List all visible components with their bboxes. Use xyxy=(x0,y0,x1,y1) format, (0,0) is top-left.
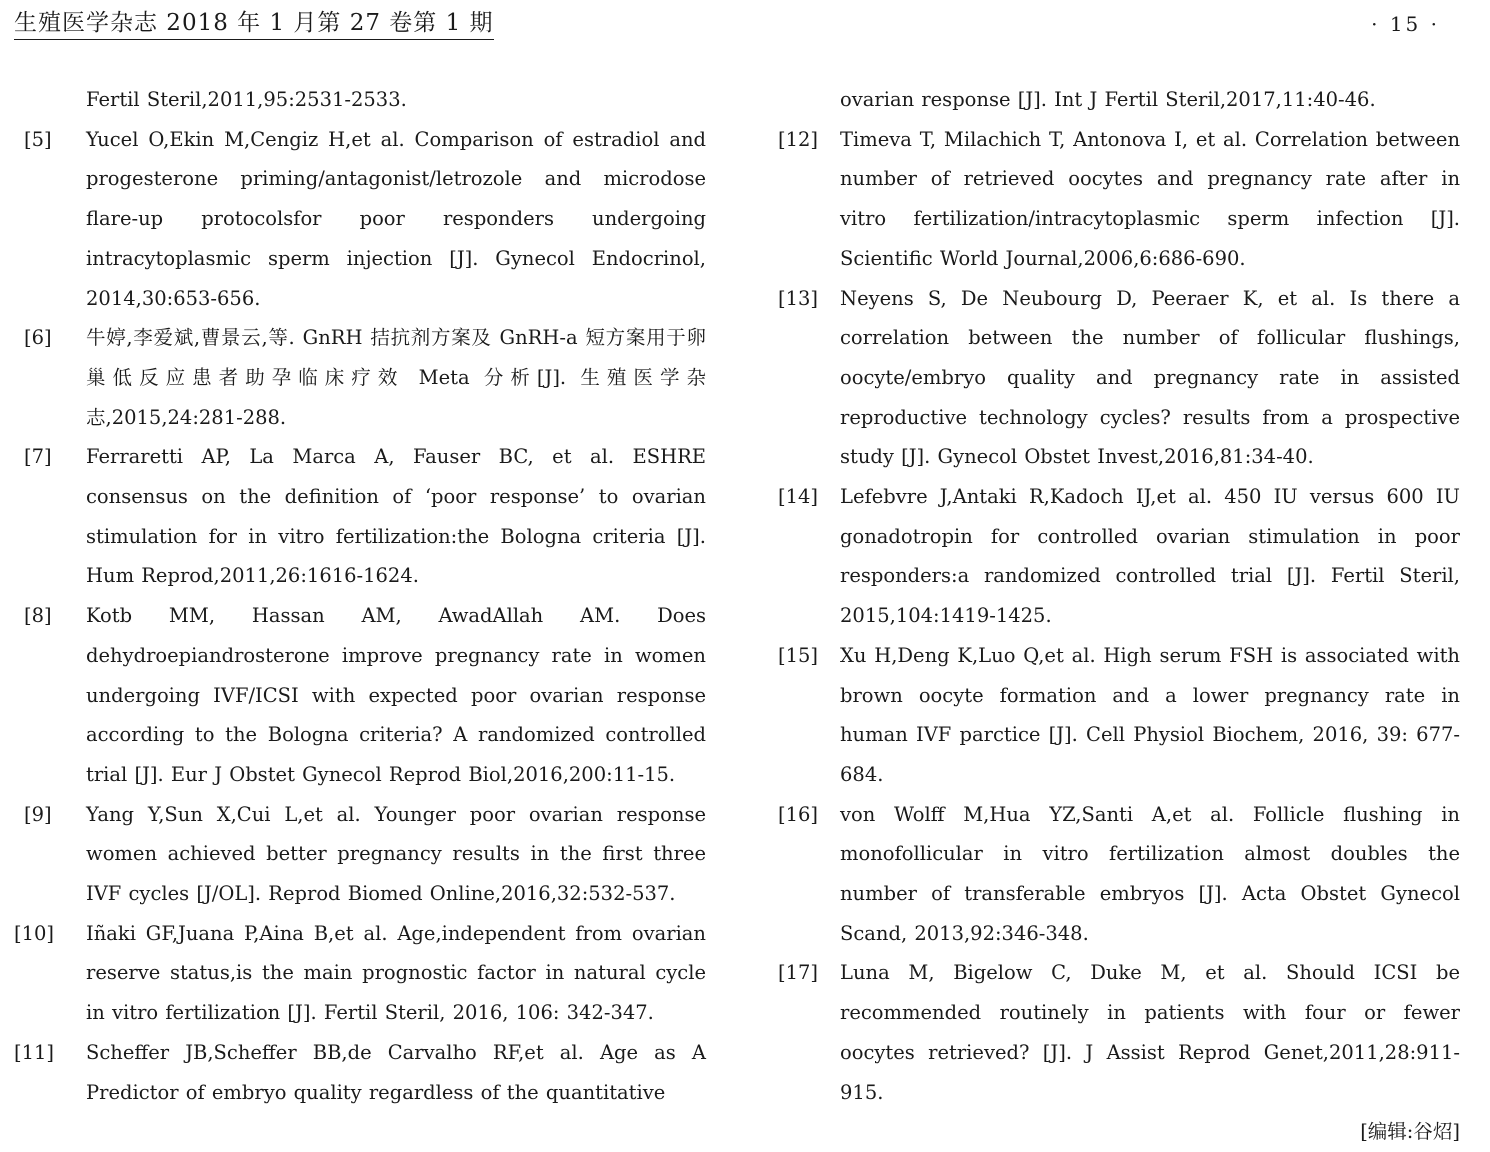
reference-text: Scheffer JB,Scheffer BB,de Carvalho RF,et al. Age as A Predictor of embryo quality regardless of the quantitative xyxy=(86,1040,706,1104)
reference-item xyxy=(768,636,1460,795)
reference-item xyxy=(14,120,706,319)
reference-text: Iñaki GF,Juana P,Aina B,et al. Age,independent from ovarian reserve status,is the main prognostic factor in natural cycle in vitro fertilization [J]. Fertil Steril, 2016, 106: 342-347. xyxy=(86,921,706,1025)
reference-number: [5] xyxy=(24,127,52,151)
reference-number: [12] xyxy=(778,127,819,151)
reference-item xyxy=(14,914,706,1033)
reference-number: [11] xyxy=(14,1040,55,1064)
continued-reference xyxy=(14,80,706,120)
reference-item xyxy=(768,279,1460,478)
journal-title: 生殖医学杂志 2018 年 1 月第 27 卷第 1 期 xyxy=(14,8,494,40)
reference-text: Fertil Steril,2011,95:2531-2533. xyxy=(86,88,407,111)
reference-text: Timeva T, Milachich T, Antonova I, et al. Correlation between number of retrieved oocytes and pregnancy rate after in vitro fertilization/intracytoplasmic sperm infection [J]. Scientific World Journal,2006,6:686-690. xyxy=(840,127,1460,270)
reference-number: [8] xyxy=(24,604,52,628)
reference-item xyxy=(14,1033,706,1112)
reference-text: Luna M, Bigelow C, Duke M, et al. Should ICSI be recommended routinely in patients with four or fewer oocytes retrieved? [J]. J Assist Reprod Genet,2011,28:911-915. xyxy=(840,961,1460,1104)
reference-text: Kotb MM, Hassan AM, AwadAllah AM. Does dehydroepiandrosterone improve pregnancy rate in women undergoing IVF/ICSI with expected poor ovarian response according to the Bologna criteria? A randomized controlled trial [J]. Eur J Obstet Gynecol Reprod Biol,2016,200:11-15. xyxy=(86,604,706,786)
page-header xyxy=(14,8,1450,42)
reference-item xyxy=(768,477,1460,636)
reference-item xyxy=(14,318,706,437)
reference-text: Yucel O,Ekin M,Cengiz H,et al. Comparison of estradiol and progesterone priming/antagonist/letrozole and microdose flare-up protocolsfor poor responders undergoing intracytoplasmic sperm injection [J]. Gynecol Endocrinol, 2014,30:653-656. xyxy=(86,127,706,310)
reference-item xyxy=(14,437,706,596)
page-number: · 15 · xyxy=(1371,12,1440,36)
reference-text: Ferraretti AP, La Marca A, Fauser BC, et al. ESHRE consensus on the definition of ‘poor response’ to ovarian stimulation for in vitro fertilization:the Bologna criteria [J]. Hum Reprod,2011,26:1616-1624. xyxy=(86,445,706,588)
reference-text: Xu H,Deng K,Luo Q,et al. High serum FSH is associated with brown oocyte formation and a lower pregnancy rate in human IVF parctice [J]. Cell Physiol Biochem, 2016, 39: 677-684. xyxy=(840,643,1460,786)
right-column xyxy=(768,80,1460,1152)
reference-text: Yang Y,Sun X,Cui L,et al. Younger poor ovarian response women achieved better pregnancy results in the first three IVF cycles [J/OL]. Reprod Biomed Online,2016,32:532-537. xyxy=(86,802,706,906)
continued-reference xyxy=(768,80,1460,120)
reference-item xyxy=(768,953,1460,1112)
reference-item xyxy=(768,120,1460,279)
reference-text: ovarian response [J]. Int J Fertil Steril,2017,11:40-46. xyxy=(840,88,1376,111)
reference-text: von Wolff M,Hua YZ,Santi A,et al. Follicle flushing in monofollicular in vitro fertilization almost doubles the number of transferable embryos [J]. Acta Obstet Gynecol Scand, 2013,92:346-348. xyxy=(840,802,1460,945)
reference-item xyxy=(14,596,706,795)
reference-number: [17] xyxy=(778,961,819,985)
reference-number: [14] xyxy=(778,485,819,509)
reference-text: 牛婷,李爱斌,曹景云,等. GnRH 拮抗剂方案及 GnRH-a 短方案用于卵巢低反应患者助孕临床疗效 Meta 分析[J]. 生殖医学杂志,2015,24:281-288. xyxy=(86,326,706,429)
reference-number: [6] xyxy=(24,326,52,350)
reference-item xyxy=(14,795,706,914)
reference-text: Lefebvre J,Antaki R,Kadoch IJ,et al. 450 IU versus 600 IU gonadotropin for controlled ovarian stimulation in poor responders:a randomized controlled trial [J]. Fertil Steril, 2015,104:1419-1425. xyxy=(840,485,1460,628)
left-column xyxy=(14,80,706,1112)
reference-text: Neyens S, De Neubourg D, Peeraer K, et al. Is there a correlation between the number of follicular flushings, oocyte/embryo quality and pregnancy rate in assisted reproductive technology cycles? results from a prospective study [J]. Gynecol Obstet Invest,2016,81:34-40. xyxy=(840,286,1460,469)
reference-number: [16] xyxy=(778,802,819,826)
reference-number: [15] xyxy=(778,643,819,667)
reference-number: [10] xyxy=(14,921,55,945)
reference-number: [9] xyxy=(24,802,52,826)
reference-item xyxy=(768,795,1460,954)
reference-number: [7] xyxy=(24,445,52,469)
reference-number: [13] xyxy=(778,286,819,310)
editor-note: [编辑:谷炤] xyxy=(1360,1120,1460,1144)
